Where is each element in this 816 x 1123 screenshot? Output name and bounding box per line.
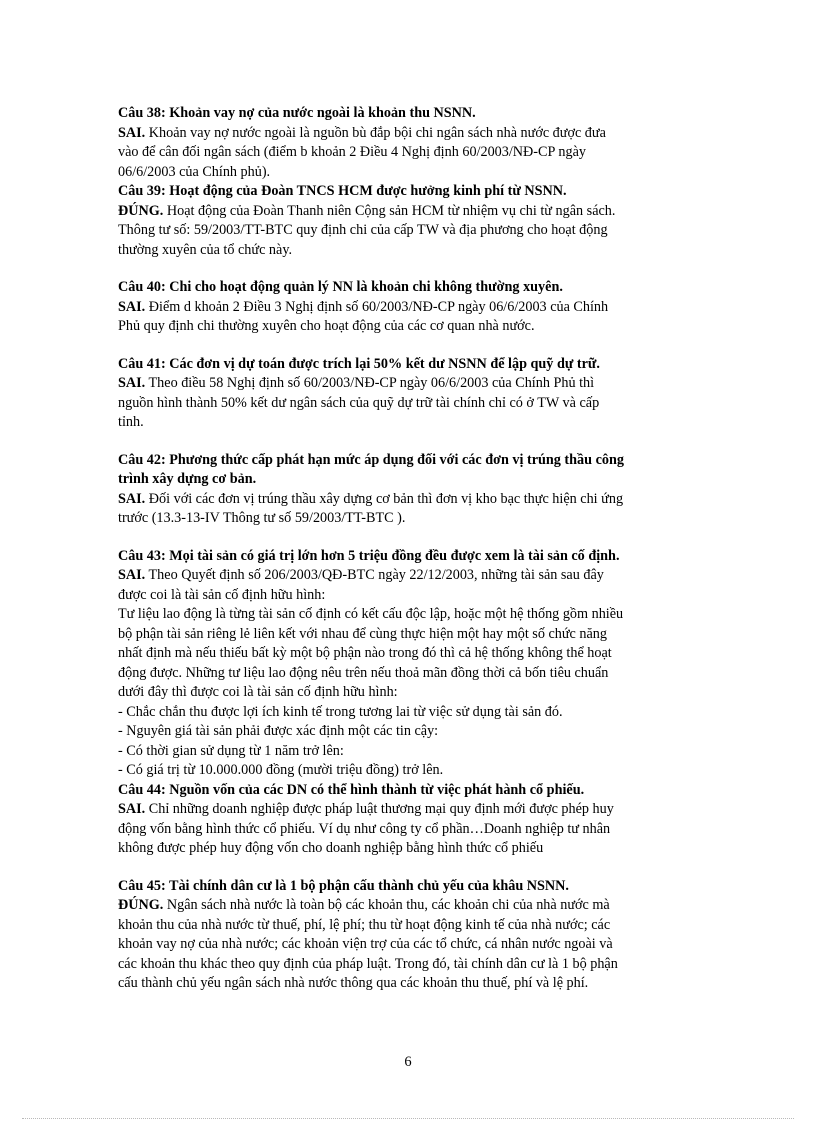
verdict-42: SAI.: [118, 490, 146, 507]
question-44: Câu 44: Nguồn vốn của các DN có thể hình thành từ việc phát hành cổ phiếu.: [118, 781, 585, 798]
criteria-item: - Có thời gian sử dụng từ 1 năm trở lên:: [118, 742, 344, 759]
criteria-item: - Chắc chắn thu được lợi ích kinh tế trong tương lai từ việc sử dụng tài sản đó.: [118, 703, 563, 720]
answer-43: SAI. Theo Quyết định số 206/2003/QĐ-BTC ngày 22/12/2003, những tài sản sau đây được coi là tài sản cố định hữu hình: Tư liệu lao động là từng tài sản cố định có kết cấu độc lập, hoặc một hệ thống gồm nhiều bộ phận tài sản riêng lẻ liên kết với nhau để cùng thực hiện một hay một số chức năng nhất định mà nếu thiếu bất kỳ một bộ phận nào trong đó thì cả hệ thống không thể hoạt động được. Những tư liệu lao động nêu trên nếu thoả mãn đồng thời cả bốn tiêu chuẩn dưới đây thì được coi là tài sản cố định hữu hình: - Chắc chắn thu được lợi ích kinh tế trong tương lai từ việc sử dụng tài sản đó. - Nguyên giá tài sản phải được xác định một các tin cậy: - Có thời gian sử dụng từ 1 năm trở lên: - Có giá trị từ 10.000.000 đồng (mười triệu đồng) trở lên.: [118, 566, 698, 781]
page-bottom-divider: [22, 1118, 794, 1119]
question-41: Câu 41: Các đơn vị dự toán được trích lại 50% kết dư NSNN để lập quỹ dự trữ.: [118, 355, 600, 372]
question-45: Câu 45: Tài chính dân cư là 1 bộ phận cấu thành chủ yếu của khâu NSNN.: [118, 877, 569, 894]
answer-40: SAI. Điểm d khoản 2 Điều 3 Nghị định số 60/2003/NĐ-CP ngày 06/6/2003 của Chính Phủ quy định chi thường xuyên cho hoạt động của các cơ quan nhà nước.: [118, 298, 609, 334]
paragraph-gap: [118, 859, 698, 877]
answer-38: SAI. Khoản vay nợ nước ngoài là nguồn bù đắp bội chi ngân sách nhà nước được đưa vào để cân đối ngân sách (điểm b khoản 2 Điều 4 Nghị định 60/2003/NĐ-CP ngày 06/6/2003 của Chính phủ).: [118, 124, 606, 180]
paragraph-gap: [118, 433, 698, 451]
answer-44: SAI. Chỉ những doanh nghiệp được pháp luật thương mại quy định mới được phép huy động vốn bằng hình thức cổ phiếu. Ví dụ như công ty cổ phần…Doanh nghiệp tư nhân không được phép huy động vốn cho doanh nghiệp bằng hình thức cổ phiếu: [118, 801, 614, 856]
answer-42: SAI. Đối với các đơn vị trúng thầu xây dựng cơ bản thì đơn vị kho bạc thực hiện chi ứng trước (13.3-13-IV Thông tư số 59/2003/TT-BTC ).: [118, 490, 624, 526]
verdict-38: SAI.: [118, 124, 146, 141]
verdict-43: SAI.: [118, 567, 146, 583]
verdict-44: SAI.: [118, 801, 146, 817]
paragraph-gap: [118, 260, 698, 278]
verdict-40: SAI.: [118, 298, 146, 315]
question-40: Câu 40: Chi cho hoạt động quản lý NN là khoản chi không thường xuyên.: [118, 279, 563, 295]
criteria-item: - Có giá trị từ 10.000.000 đồng (mười triệu đồng) trở lên.: [118, 762, 444, 778]
page-number: 6: [404, 1054, 412, 1070]
answer-41: SAI. Theo điều 58 Nghị định số 60/2003/NĐ-CP ngày 06/6/2003 của Chính Phủ thì nguồn hình thành 50% kết dư ngân sách của quỹ dự trữ tài chính chỉ có ở TW và cấp tỉnh.: [118, 375, 600, 430]
paragraph-gap: [118, 529, 698, 547]
answer-45: ĐÚNG. Ngân sách nhà nước là toàn bộ các khoản thu, các khoản chi của nhà nước mà khoản thu của nhà nước từ thuế, phí, lệ phí; thu từ hoạt động kinh tế của nhà nước; các khoản vay nợ của nhà nước; các khoản viện trợ của các tổ chức, cá nhân nước ngoài và các khoản thu khác theo quy định của pháp luật. Trong đó, tài chính dân cư là 1 bộ phận cấu thành chủ yếu ngân sách nhà nước thông qua các khoản thu thuế, phí và lệ phí.: [118, 897, 618, 991]
paragraph-gap: [118, 337, 698, 355]
answer-39: ĐÚNG. Hoạt động của Đoàn Thanh niên Cộng sản HCM từ nhiệm vụ chi từ ngân sách. Thông tư số: 59/2003/TT-BTC quy định chi của cấp TW và địa phương cho hoạt động thường xuyên của tổ chức này.: [118, 202, 616, 258]
question-39: Câu 39: Hoạt động của Đoàn TNCS HCM được hưởng kinh phí từ NSNN.: [118, 183, 567, 199]
verdict-39: ĐÚNG.: [118, 202, 164, 219]
criteria-item: - Nguyên giá tài sản phải được xác định một các tin cậy:: [118, 723, 439, 739]
document-body: [118, 104, 698, 994]
verdict-45: ĐÚNG.: [118, 897, 164, 913]
question-38: Câu 38: Khoản vay nợ của nước ngoài là khoản thu NSNN.: [118, 105, 476, 121]
verdict-41: SAI.: [118, 375, 146, 391]
question-42: Câu 42: Phương thức cấp phát hạn mức áp dụng đối với các đơn vị trúng thầu công trình xây dựng cơ bản.: [118, 451, 624, 487]
question-43: Câu 43: Mọi tài sản có giá trị lớn hơn 5 triệu đồng đều được xem là tài sản cố định.: [118, 547, 620, 564]
